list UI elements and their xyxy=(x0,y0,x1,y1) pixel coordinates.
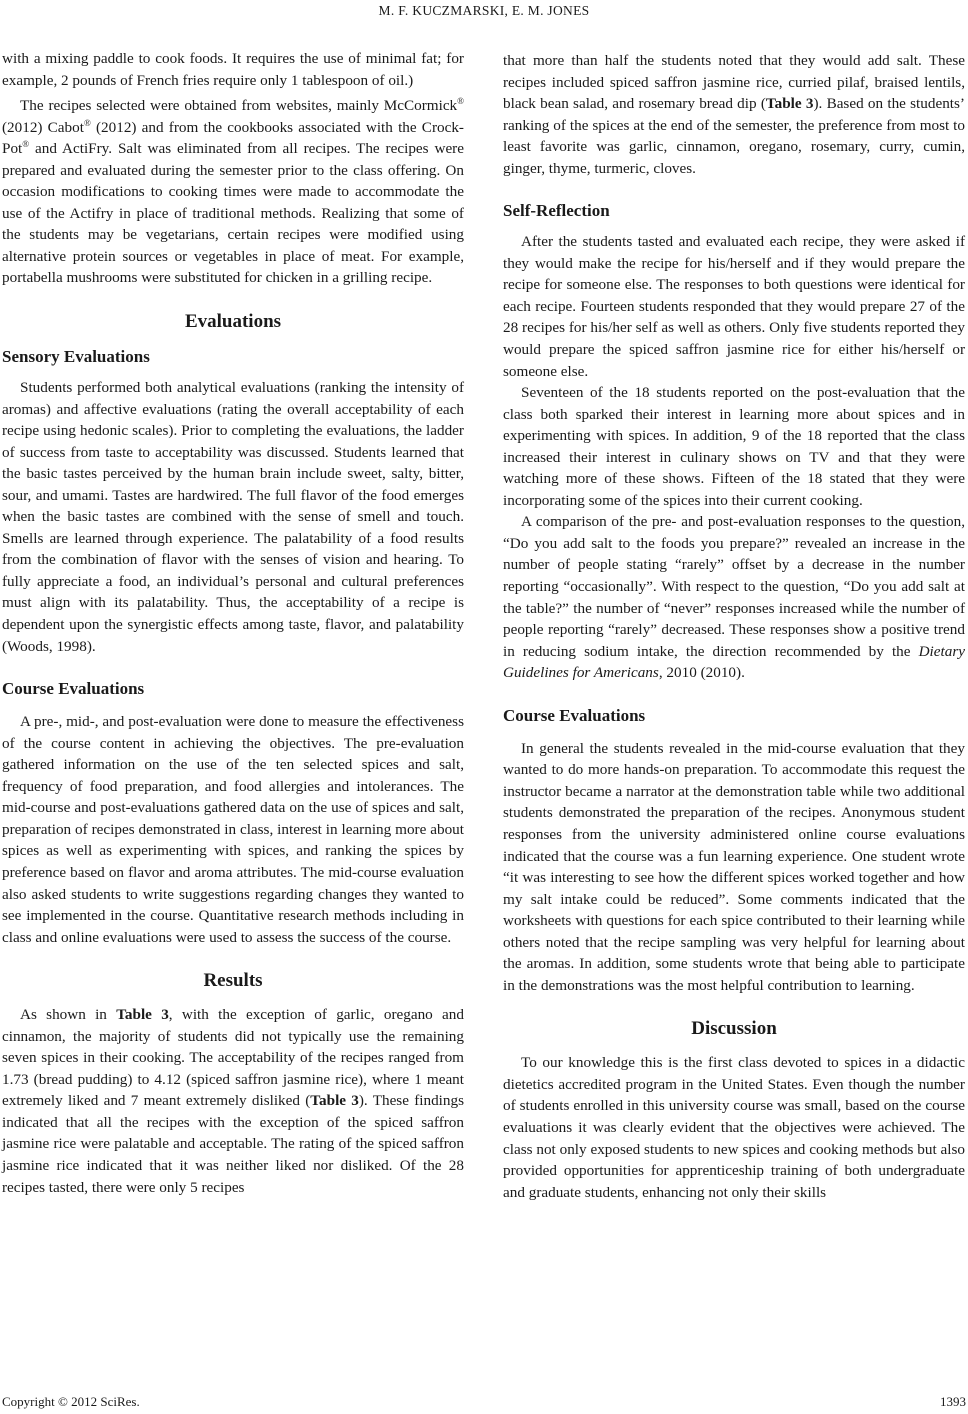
paragraph: After the students tasted and evaluated each recipe, they were asked if they would make the recipe for his/herself and if they would prepare the recipe for someone else. The responses to both questions were identical for each recipe. Fourteen students responded that they would prepare 27 of the 28 recipes for his/her self as well as others. Only five students reported they would prepare the spiced saffron jasmine rice for either his/herself or someone else. xyxy=(503,233,965,380)
paragraph: Students performed both analytical evaluations (ranking the intensity of aromas) and affective evaluations (rating the overall acceptability of each recipe using hedonic scales). Prior to completing the evaluations, the ladder of success from taste to acceptability was discussed. Students learned that the basic tastes perceived by the human brain include sweet, salty, bitter, sour, and umami. Tastes are hardwired. The full flavor of the food emerges when the basic tastes are combined with the sense of smell and touch. Smells are learned through experience. The palatability of a food results from the combination of flavor with the senses of vision and hearing. To fully appreciate a food, an individual’s personal and cultural preferences must align with its palatability. Thus, the acceptability of a recipe is dependent upon the synergistic effects among taste, flavor, and palatability (Woods, 1998). xyxy=(2,379,464,655)
table-reference: Table 3 xyxy=(310,1092,359,1110)
subsection-heading: Course Evaluations xyxy=(503,705,646,725)
paragraph: The recipes selected were obtained from websites, mainly McCormick® (2012) Cabot® (2012) and from the cookbooks associated with the Crock-Pot® and ActiFry. Salt was eliminated from all recipes. The recipes were prepared and evaluated during the semester prior to the class offering. On occasion modifications to cooking times were made to accommodate the use of the Actifry in place of traditional methods. Realizing that some of the students may be vegetarians, certain recipes were modified using alternative protein sources or vegetables in place of meat. For example, portabella mushrooms were substituted for chicken in a grilling recipe. xyxy=(2,96,464,287)
right-column xyxy=(503,50,965,1203)
publication-title: Dietary Guidelines for Americans xyxy=(503,642,965,682)
paragraph: with a mixing paddle to cook foods. It requires the use of minimal fat; for example, 2 pounds of French fries require only 1 tablespoon of oil.) xyxy=(2,50,464,89)
paragraph: To our knowledge this is the first class devoted to spices in a didactic dietetics accredited program in the United States. Even though the number of students enrolled in this university course was small, based on the course evaluations it was clearly evident that the objectives were achieved. The class not only exposed students to new spices and cooking methods but also provided opportunities for apprenticeship training of both undergraduate and graduate students, enhancing not only their skills xyxy=(503,1054,965,1201)
paragraph: A comparison of the pre- and post-evaluation responses to the question, “Do you add salt to the foods you prepare?” revealed an increase in the number of people stating “rarely” offset by a decrease in the number reporting “occasionally”. With respect to the question, “Do you add salt at the table?” the number of “never” responses increased while the number of people reporting “rarely” decreased. These responses show a positive trend in reducing sodium intake, the direction recommended by the Dietary Guidelines for Americans, 2010 (2010). xyxy=(503,513,965,682)
section-heading: Discussion xyxy=(691,1018,777,1040)
copyright-notice: Copyright © 2012 SciRes. xyxy=(2,1394,140,1409)
paragraph: that more than half the students noted that they would add salt. These recipes included spiced saffron jasmine rice, curried pilaf, braised lentils, black bean salad, and rosemary bread dip (Table 3). Based on the students’ ranking of the spices at the end of the semester, the preference from most to least favorite was garlic, cinnamon, oregano, rosemary, curry, cumin, ginger, thyme, turmeric, cloves. xyxy=(503,52,965,177)
paragraph: A pre-, mid-, and post-evaluation were done to measure the effectiveness of the course content in achieving the objectives. The pre-evaluation gathered information on the use of the ten selected spices and salt, frequency of food preparation, and food allergies and intolerances. The mid-course and post-evaluations gathered data on the use of spices and salt, preparation of recipes demonstrated in class, interest in learning more about spices as well as experimenting with spices, and ranking the spices by preference based on flavor and aroma attributes. The mid-course evaluation also asked students to write suggestions regarding changes they wanted to see implemented in the course. Quantitative research methods including in class and online evaluations were used to assess the success of the course. xyxy=(2,713,464,946)
paragraph: As shown in Table 3, with the exception of garlic, oregano and cinnamon, the majority of students did not typically use the remaining seven spices in their cooking. The acceptability of the recipes ranged from 1.73 (bread pudding) to 4.12 (spiced saffron jasmine rice), where 1 meant extremely liked and 7 meant extremely disliked (Table 3). These findings indicated that all the recipes with the exception of the spiced saffron jasmine rice were palatable and acceptable. The rating of the spiced saffron jasmine rice indicated that it was neither liked nor disliked. Of the 28 recipes tasted, there were only 5 recipes xyxy=(2,1006,464,1196)
left-column xyxy=(2,48,464,1198)
page-number: 1393 xyxy=(940,1394,966,1409)
table-reference: Table 3 xyxy=(116,1006,169,1024)
section-heading: Evaluations xyxy=(184,311,282,333)
paragraph: Seventeen of the 18 students reported on the post-evaluation that the class both sparked their interest in learning more about spices and in experimenting with spices. In addition, 9 of the 18 reported that the class increased their interest in culinary shows on TV and that they were watching more of these shows. Fifteen of the 18 stated that they were incorporating some of the spices into their current cooking. xyxy=(503,384,965,509)
subsection-heading: Sensory Evaluations xyxy=(2,347,150,367)
subsection-heading: Course Evaluations xyxy=(2,679,145,699)
section-heading: Results xyxy=(203,970,263,992)
running-head: M. F. KUCZMARSKI, E. M. JONES xyxy=(378,3,590,18)
paragraph: In general the students revealed in the mid-course evaluation that they wanted to do more hands-on preparation. To accommodate this request the instructor became a narrator at the demonstration table while two additional students demonstrated the preparation of the recipes. Anonymous student responses from the university administered online course evaluations indicated that the course was a fun learning experience. One student wrote “it was interesting to see how the different spices worked together and how my salt intake could be reduced”. Some comments indicated that the worksheets with questions for each spice contributed to their learning while others noted that the recipe sampling was very helpful for learning about the aromas. In addition, some students wrote that being able to participate in the demonstrations was the most helpful contribution to learning. xyxy=(503,739,965,994)
table-reference: Table 3 xyxy=(765,95,814,113)
subsection-heading: Self-Reflection xyxy=(503,201,610,221)
